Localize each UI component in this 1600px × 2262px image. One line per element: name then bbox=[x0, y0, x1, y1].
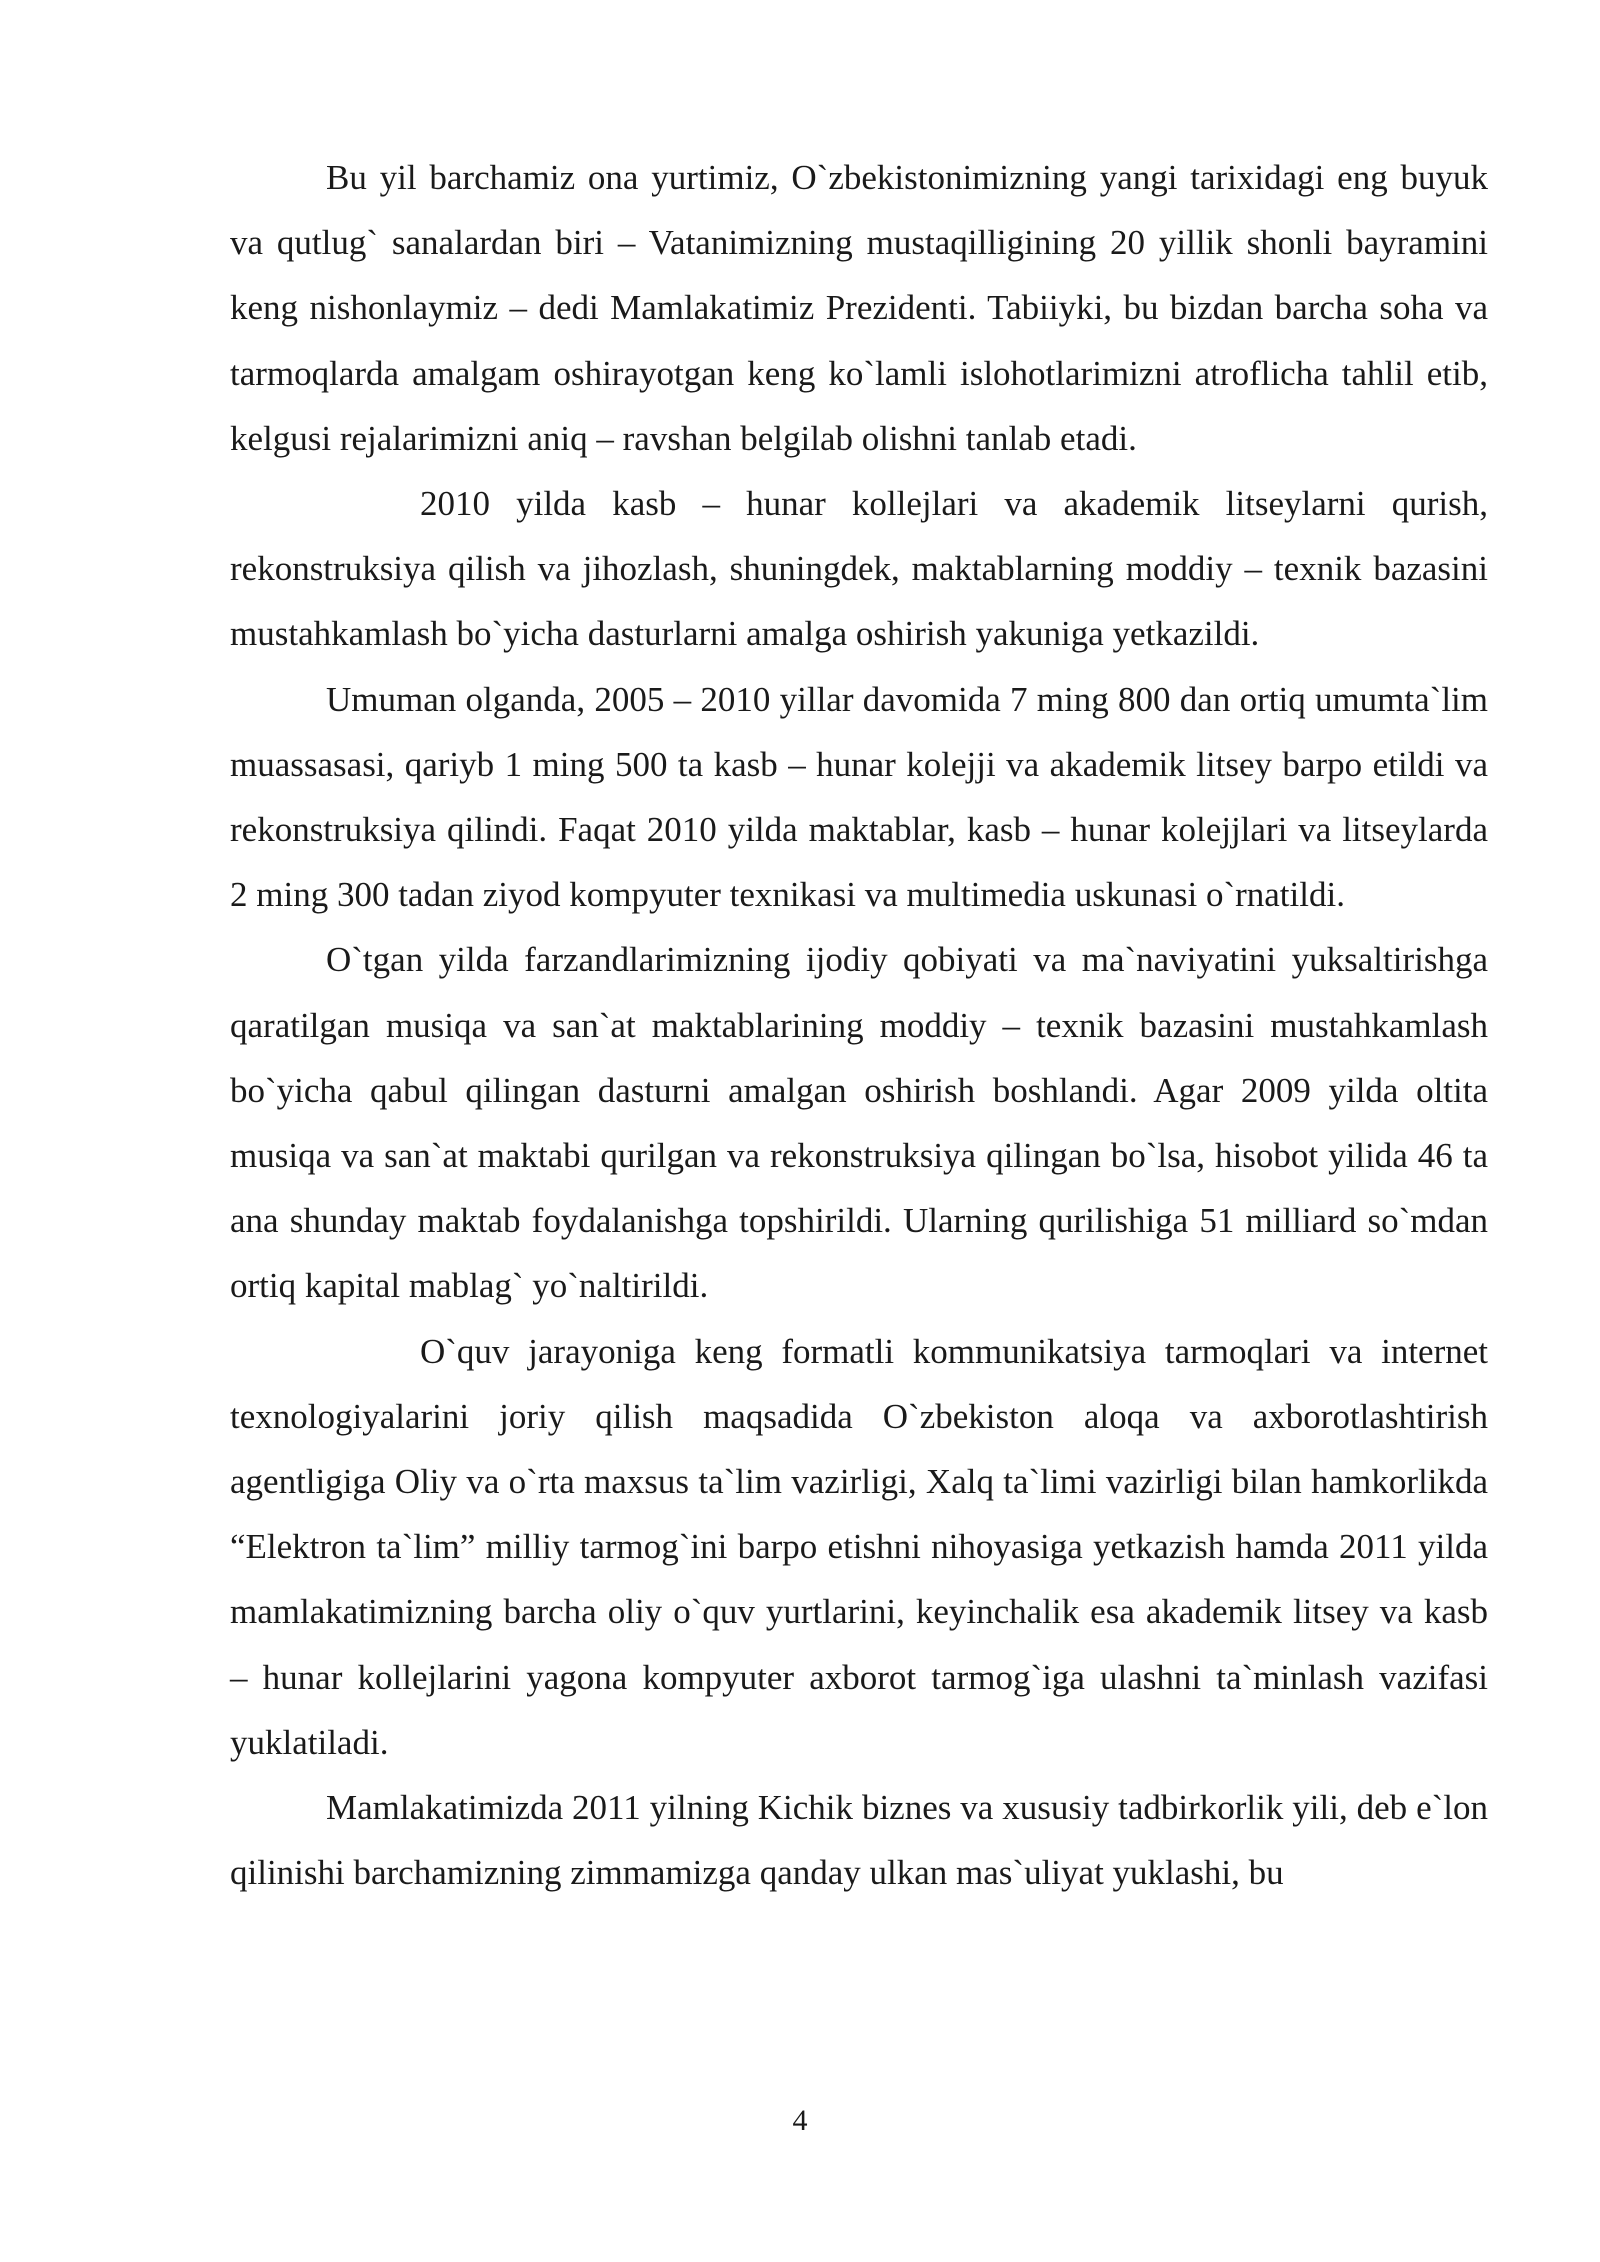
document-body bbox=[230, 145, 1488, 1905]
paragraph-4: O`tgan yilda farzandlarimizning ijodiy qobiyati va ma`naviyatini yuksaltirishga qaratilgan musiqa va san`at maktablarining moddiy – texnik bazasini mustahkamlash bo`yicha qabul qilingan dasturni amalgan oshirish boshlandi. Agar 2009 yilda oltita musiqa va san`at maktabi qurilgan va rekonstruksiya qilingan bo`lsa, hisobot yilida 46 ta ana shunday maktab foydalanishga topshirildi. Ularning qurilishiga 51 milliard so`mdan ortiq kapital mablag` yo`naltirildi. bbox=[230, 940, 1488, 1306]
paragraph-3: Umuman olganda, 2005 – 2010 yillar davomida 7 ming 800 dan ortiq umumta`lim muassasasi, qariyb 1 ming 500 ta kasb – hunar kolejji va akademik litsey barpo etildi va rekonstruksiya qilindi. Faqat 2010 yilda maktablar, kasb – hunar kolejjlari va litseylarda 2 ming 300 tadan ziyod kompyuter texnikasi va multimedia uskunasi o`rnatildi. bbox=[230, 679, 1488, 915]
paragraph-6: Mamlakatimizda 2011 yilning Kichik biznes va xususiy tadbirkorlik yili, deb e`lon qilinishi barchamizning zimmamizga qanday ulkan mas`uliyat yuklashi, bu bbox=[230, 1788, 1488, 1893]
page-number: 4 bbox=[792, 2104, 808, 2137]
paragraph-1: Bu yil barchamiz ona yurtimiz, O`zbekistonimizning yangi tarixidagi eng buyuk va qutlug` sanalardan biri – Vatanimizning mustaqilligining 20 yillik shonli bayramini keng nishonlaymiz – dedi Mamlakatimiz Prezidenti. Tabiiyki, bu bizdan barcha soha va tarmoqlarda amalgam oshirayotgan keng ko`lamli islohotlarimizni atroflicha tahlil etib, kelgusi rejalarimizni aniq – ravshan belgilab olishni tanlab etadi. bbox=[230, 158, 1488, 458]
paragraph-2: 2010 yilda kasb – hunar kollejlari va akademik litseylarni qurish, rekonstruksiya qilish va jihozlash, shuningdek, maktablarning moddiy – texnik bazasini mustahkamlash bo`yicha dasturlarni amalga oshirish yakuniga yetkazildi. bbox=[230, 484, 1488, 654]
paragraph-5: O`quv jarayoniga keng formatli kommunikatsiya tarmoqlari va internet texnologiyalarini joriy qilish maqsadida O`zbekiston aloqa va axborotlashtirish agentligiga Oliy va o`rta maxsus ta`lim vazirligi, Xalq ta`limi vazirligi bilan hamkorlikda “Elektron ta`lim” milliy tarmog`ini barpo etishni nihoyasiga yetkazish hamda 2011 yilda mamlakatimizning barcha oliy o`quv yurtlarini, keyinchalik esa akademik litsey va kasb – hunar kollejlarini yagona kompyuter axborot tarmog`iga ulashni ta`minlash vazifasi yuklatiladi. bbox=[230, 1331, 1488, 1762]
